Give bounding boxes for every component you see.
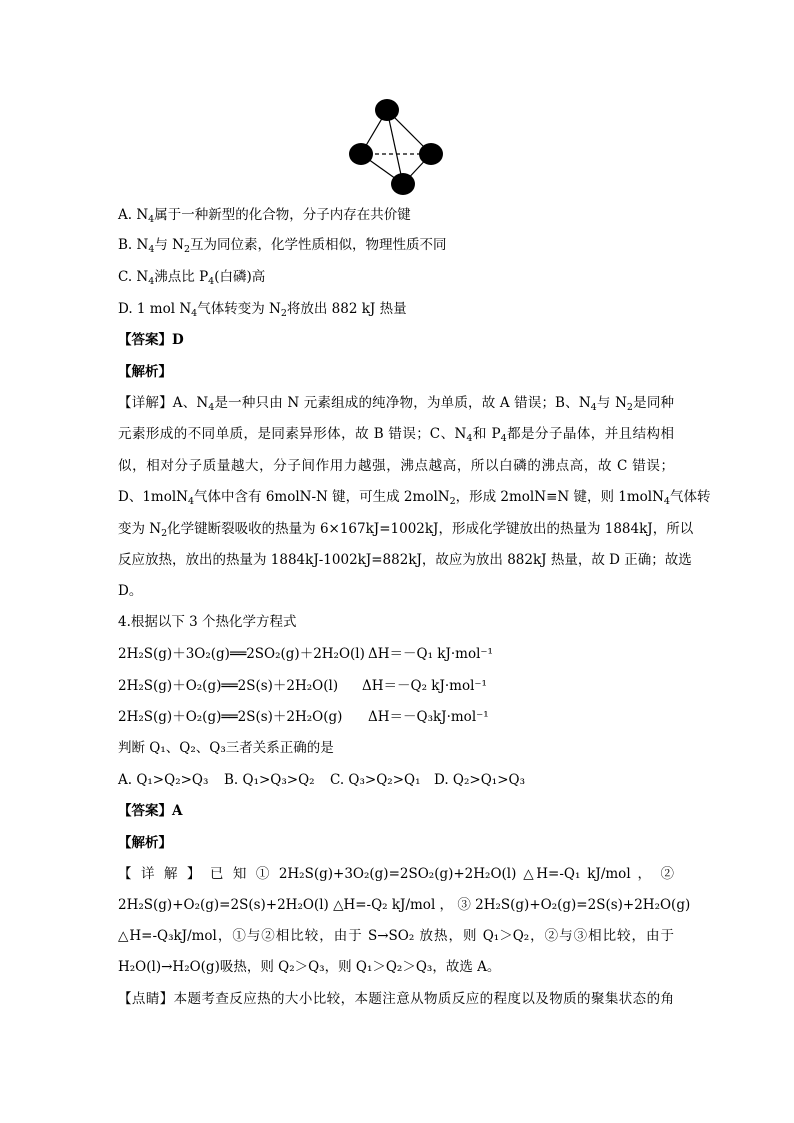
q4-note: 【点睛】本题考查反应热的大小比较，本题注意从物质反应的程度以及物质的聚集状态的角 (118, 991, 674, 1007)
q4-stem: 4.根据以下 3 个热化学方程式 (118, 614, 297, 630)
q4-detail-line-1: 【 详 解 】 已 知 ① 2H₂S(g)+3O₂(g)=2SO₂(g)+2H₂O(l) △H=-Q₁ kJ/mol ， ② (118, 866, 674, 882)
q4-detail-line-4: H₂O(l)→H₂O(g)吸热，则 Q₂＞Q₃，则 Q₁＞Q₂＞Q₃，故选 A。 (118, 959, 501, 975)
q4-option-d: D. Q₂>Q₁>Q₃ (434, 772, 525, 788)
n4-tetrahedron-diagram (345, 96, 449, 198)
option-c: C. $N_4$沸点比 $P_4$(白磷)高 (118, 269, 266, 287)
q4-option-c: C. Q₃>Q₂>Q₁ (330, 772, 421, 788)
q3-detail-line-1: 【详解】A、$N_4$是一种只由 N 元素组成的纯净物，为单质，故 A 错误；B、$N_4$与 $N_2$是同种 (118, 395, 675, 413)
equation-2-dh: ΔH＝－Q₂ kJ·mol⁻¹ (362, 678, 487, 694)
equation-3: 2H₂S(g)＋O₂(g)══2S(s)＋2H₂O(g) (118, 709, 343, 725)
n-atom (349, 143, 373, 165)
q3-detail-line-7: D。 (118, 583, 143, 599)
q4-detail-line-3: △H=-Q₃kJ/mol，①与②相比较，由于 S→SO₂ 放热，则 Q₁＞Q₂，②与③相比较，由于 (118, 928, 674, 944)
n-atom (419, 143, 443, 165)
option-d: D. 1 mol $N_4$气体转变为 $N_2$将放出 882 kJ 热量 (118, 301, 407, 319)
equation-3-dh: ΔH＝－Q₃kJ·mol⁻¹ (368, 709, 489, 725)
q3-analysis-heading: 【解析】 (118, 364, 172, 380)
q4-question: 判断 Q₁、Q₂、Q₃三者关系正确的是 (118, 740, 334, 756)
q3-answer: 【答案】D (118, 332, 184, 348)
q3-detail-line-3: 似，相对分子质量越大，分子间作用力越强，沸点越高，所以白磷的沸点高，故 C 错误； (118, 458, 674, 474)
q4-detail-line-2: 2H₂S(g)+O₂(g)=2S(s)+2H₂O(l) △H=-Q₂ kJ/mol ， ③ 2H₂S(g)+O₂(g)=2S(s)+2H₂O(g) (118, 897, 691, 913)
q3-detail-line-2: 元素形成的不同单质，是同素异形体，故 B 错误；C、$N_4$和 $P_4$都是分子晶体，并且结构相 (118, 426, 675, 444)
n-atom (375, 99, 399, 121)
equation-1: 2H₂S(g)＋3O₂(g)══2SO₂(g)＋2H₂O(l) (118, 646, 365, 662)
equation-2: 2H₂S(g)＋O₂(g)══2S(s)＋2H₂O(l) (118, 678, 339, 694)
q3-detail-line-6: 反应放热，放出的热量为 1884kJ-1002kJ=882kJ，故应为放出 882kJ 热量，故 D 正确；故选 (118, 552, 692, 568)
q4-option-a: A. Q₁>Q₂>Q₃ (118, 772, 209, 788)
option-b: B. $N_4$与 $N_2$互为同位素，化学性质相似，物理性质不同 (118, 237, 447, 255)
q4-option-b: B. Q₁>Q₃>Q₂ (224, 772, 315, 788)
q3-detail-line-5: 变为 $N_2$化学键断裂吸收的热量为 6×167kJ=1002kJ，形成化学键放出的热量为 1884kJ，所以 (118, 521, 694, 539)
equation-1-dh: ΔH＝－Q₁ kJ·mol⁻¹ (368, 646, 493, 662)
q4-analysis-heading: 【解析】 (118, 835, 172, 851)
q4-answer: 【答案】A (118, 803, 183, 819)
option-a: A. $N_4$属于一种新型的化合物，分子内存在共价键 (118, 207, 411, 225)
n-atom (391, 173, 415, 195)
q3-detail-line-4: D、1molN$_4$气体中含有 6molN-N 键，可生成 2molN$_2$，形成 2molN≡N 键，则 1molN$_4$气体转 (118, 489, 711, 507)
